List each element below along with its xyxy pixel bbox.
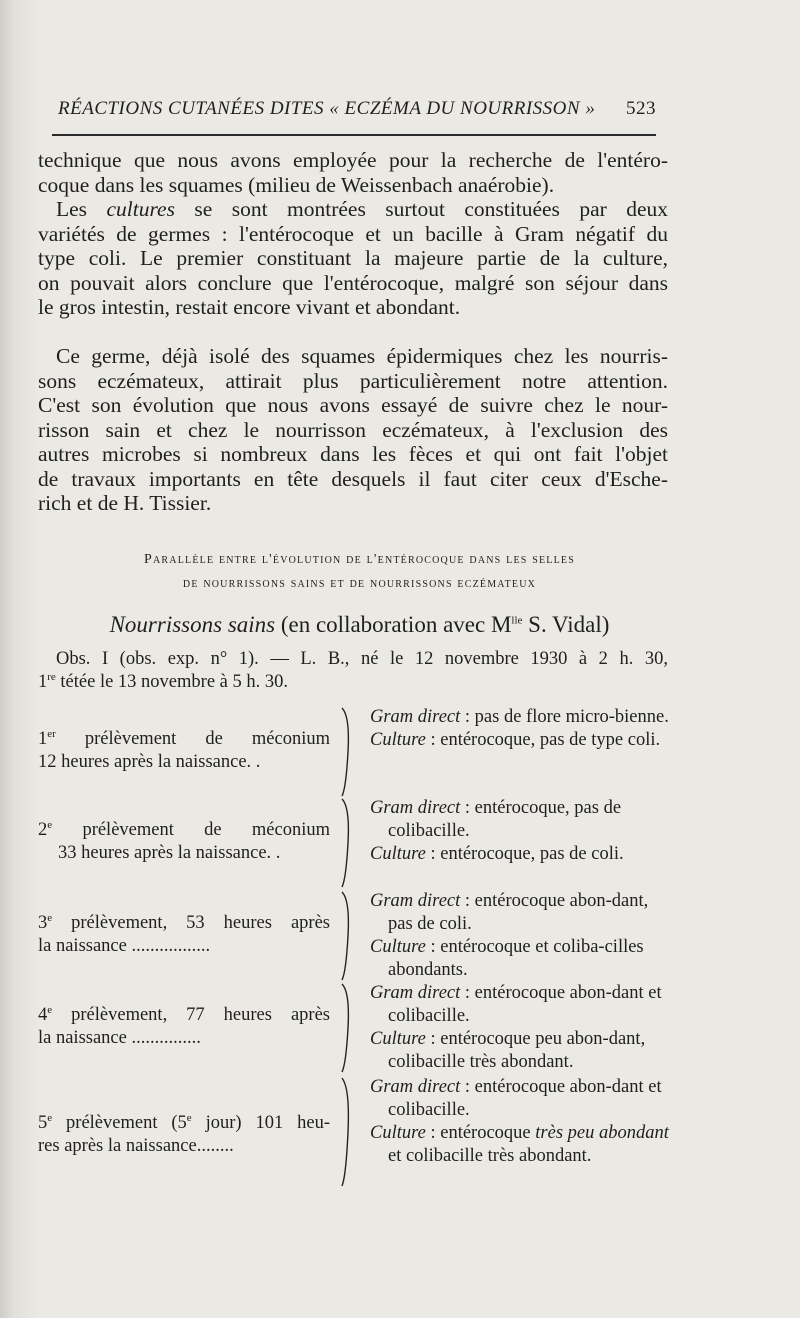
brace-icon: [338, 890, 356, 982]
text-fragment: prélèvement, 77 heures après: [71, 1005, 330, 1025]
subheading-italic: Nourrissons sains: [109, 612, 276, 637]
culture-result: et colibacille très abondant.: [388, 1146, 592, 1166]
text-line: variétés de germes : l'entérocoque et un bacille à Gram négatif du: [38, 221, 668, 246]
superscript: e: [47, 911, 53, 924]
culture-result: : entérocoque et coliba-cilles abondants.: [388, 937, 644, 980]
text-fragment: 2: [38, 820, 48, 840]
subheading-text: S. Vidal): [528, 612, 610, 637]
culture-label: Culture: [370, 937, 426, 957]
superscript: re: [47, 670, 56, 683]
gram-label: Gram direct: [370, 891, 461, 911]
gram-result: : pas de flore micro-bienne.: [464, 707, 669, 727]
text-fragment: jour) 101 heu-: [205, 1113, 330, 1133]
culture-label: Culture: [370, 1123, 426, 1143]
superscript: e: [186, 1111, 192, 1124]
observation-line: [38, 671, 668, 694]
text-fragment: 3: [38, 913, 48, 933]
superscript: e: [47, 1003, 53, 1016]
text-line: risson sain et chez le nourrisson eczémateux, à l'exclusion des: [38, 417, 668, 442]
text-fragment: 12 heures après la naissance. .: [38, 752, 261, 772]
culture-label: Culture: [370, 844, 426, 864]
gram-result: : entérocoque abon-dant et colibacille.: [388, 983, 662, 1026]
text-line: Ce germe, déjà isolé des squames épidermiques chez les nourris-: [56, 344, 668, 368]
sample-description: [38, 819, 330, 865]
sample-description: [38, 728, 330, 774]
gram-result: : entérocoque abon-dant et colibacille.: [388, 1077, 662, 1120]
superscript: er: [47, 727, 56, 740]
gram-label: Gram direct: [370, 707, 461, 727]
text-fragment: 1: [38, 729, 48, 749]
text-line: coque dans les squames (milieu de Weissenbach anaérobie).: [38, 172, 555, 197]
sample-results: [370, 706, 670, 752]
sample-row-3: [38, 890, 678, 982]
culture-result: : entérocoque, pas de coli.: [430, 844, 624, 864]
text-line: de travaux importants en tête desquels il faut citer ceux d'Esche-: [38, 466, 668, 491]
text-fragment: res après la naissance........: [38, 1136, 234, 1156]
running-header: [58, 98, 656, 128]
text-fragment: prélèvement de méconium: [82, 820, 330, 840]
gram-result: : entérocoque, pas de colibacille.: [388, 798, 622, 841]
superscript: e: [47, 1111, 53, 1124]
culture-label: Culture: [370, 1029, 426, 1049]
paragraph-2: [38, 197, 668, 320]
sample-row-2: [38, 797, 678, 889]
text-line: technique que nous avons employée pour la recherche de l'entéro-: [38, 148, 668, 172]
gram-label: Gram direct: [370, 1077, 461, 1097]
text-fragment: 1: [38, 672, 48, 692]
observation-line: Obs. I (obs. exp. n° 1). — L. B., né le 12 novembre 1930 à 2 h. 30,: [56, 649, 668, 669]
section-subheading: [52, 612, 667, 638]
paragraph-1: [38, 148, 668, 197]
sample-results: [370, 797, 670, 866]
text-fragment: 5: [38, 1113, 48, 1133]
brace-icon: [338, 982, 356, 1074]
sample-row-5: [38, 1076, 678, 1188]
text-fragment: Les: [56, 197, 88, 221]
text-line: sons eczémateux, attirait plus particulièrement notre attention.: [38, 368, 668, 393]
sample-description: [38, 912, 330, 958]
culture-result: : entérocoque: [430, 1123, 531, 1143]
sample-results: [370, 890, 670, 982]
sample-description: [38, 1004, 330, 1050]
text-line: type coli. Le premier constituant la majeure partie de la culture,: [38, 246, 668, 270]
culture-result: : entérocoque peu abon-dant, colibacille très abondant.: [388, 1029, 646, 1072]
text-fragment: la naissance .................: [38, 936, 211, 956]
observation-header: [38, 648, 668, 694]
text-line: rich et de H. Tissier.: [38, 491, 212, 515]
paragraph-3: [38, 344, 668, 516]
table-caption-line-1: Parallèle entre l'évolution de l'entérocoque dans les selles: [144, 552, 575, 567]
culture-result: : entérocoque, pas de type coli.: [430, 730, 661, 750]
header-rule: [52, 134, 656, 136]
brace-icon: [338, 1076, 356, 1188]
text-fragment: se sont montrées surtout constituées par deux: [194, 197, 669, 221]
text-line: on pouvait alors conclure que l'entérocoque, malgré son séjour dans: [38, 270, 668, 295]
text-line: autres microbes si nombreux dans les fèces et qui ont fait l'objet: [38, 442, 668, 466]
subheading-text: (en collaboration avec M: [280, 612, 512, 637]
text-fragment: 33 heures après la naissance. .: [58, 843, 281, 863]
text-fragment: prélèvement (5: [66, 1113, 187, 1133]
gram-result: : entérocoque abon-dant, pas de coli.: [388, 891, 649, 934]
brace-icon: [338, 797, 356, 889]
culture-emphasis: très peu abondant: [535, 1123, 669, 1143]
text-fragment: prélèvement de méconium: [84, 729, 330, 749]
text-fragment: tétée le 13 novembre à 5 h. 30.: [60, 672, 288, 692]
text-line: le gros intestin, restait encore vivant et abondant.: [38, 295, 461, 319]
text-line: C'est son évolution que nous avons essayé de suivre chez le nour-: [38, 393, 668, 417]
superscript: e: [47, 818, 53, 831]
sample-row-4: [38, 982, 678, 1074]
sample-results: [370, 982, 670, 1074]
text-line: [38, 197, 668, 222]
sample-results: [370, 1076, 670, 1168]
italic-term: cultures: [106, 197, 175, 221]
text-fragment: la naissance ...............: [38, 1028, 201, 1048]
running-title: RÉACTIONS CUTANÉES DITES « ECZÉMA DU NOURRISSON »: [58, 98, 596, 119]
text-fragment: 4: [38, 1005, 48, 1025]
table-caption-line-2: de nourrissons sains et de nourrissons eczémateux: [182, 576, 537, 591]
brace-icon: [338, 706, 356, 798]
gram-label: Gram direct: [370, 798, 461, 818]
text-fragment: prélèvement, 53 heures après: [71, 913, 330, 933]
sample-description: [38, 1112, 330, 1158]
culture-label: Culture: [370, 730, 426, 750]
gram-label: Gram direct: [370, 983, 461, 1003]
page-number: 523: [626, 98, 656, 119]
sample-row-1: [38, 706, 678, 798]
superscript: lle: [511, 614, 523, 627]
